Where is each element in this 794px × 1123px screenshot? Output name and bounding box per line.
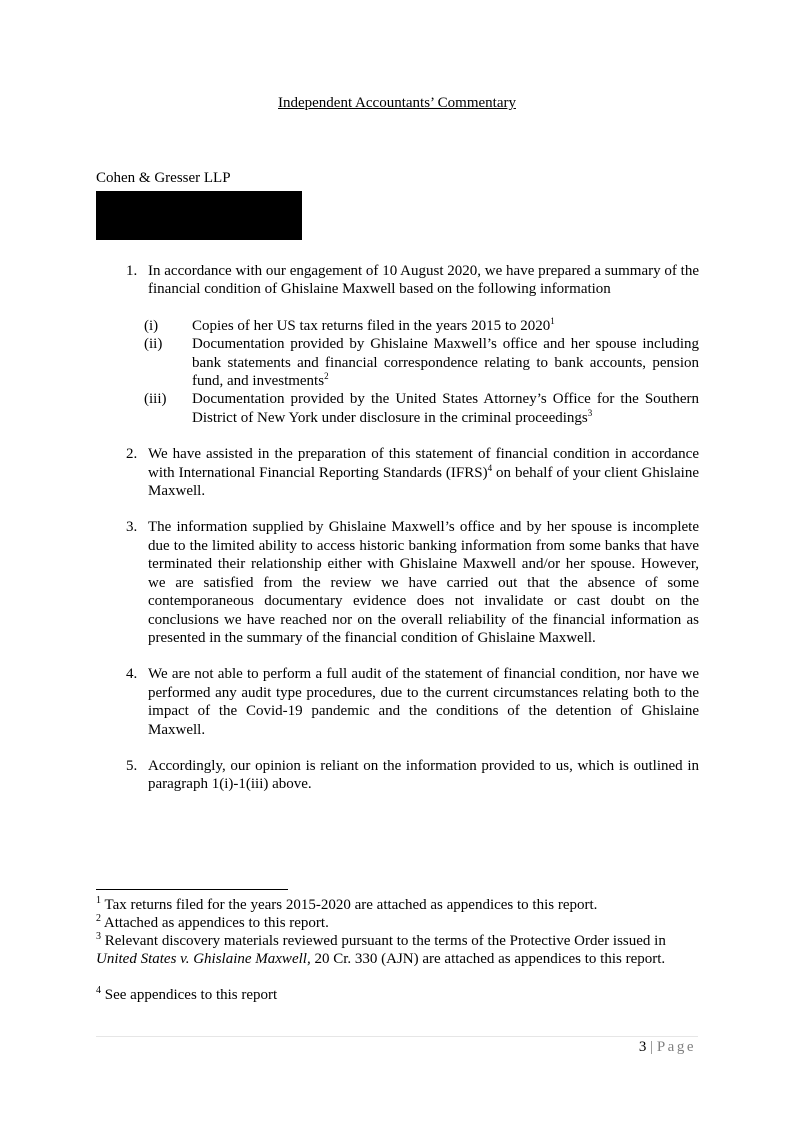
footnote-text: Relevant discovery materials reviewed pursuant to the terms of the Protective Order issued in bbox=[101, 933, 666, 949]
paragraph-4 bbox=[96, 665, 699, 739]
footnote-4 bbox=[96, 986, 696, 1004]
footnote-number: 4 bbox=[96, 985, 101, 996]
paragraph-5 bbox=[96, 757, 699, 794]
footnote-ref: 2 bbox=[324, 371, 329, 382]
footnote-number: 3 bbox=[96, 931, 101, 942]
footnote-text: Attached as appendices to this report. bbox=[101, 915, 329, 931]
footnote-divider bbox=[96, 889, 288, 890]
paragraph-number: 4. bbox=[126, 666, 138, 683]
document-title: Independent Accountants’ Commentary bbox=[278, 95, 516, 111]
list-item bbox=[96, 390, 699, 427]
footnotes bbox=[96, 896, 696, 1004]
footnote-ref: 1 bbox=[550, 315, 555, 326]
paragraph-number: 3. bbox=[126, 519, 138, 536]
addressee: Cohen & Gresser LLP bbox=[96, 170, 231, 186]
footnote-ref: 4 bbox=[487, 462, 493, 473]
footnote-2 bbox=[96, 914, 696, 932]
footnote-number: 2 bbox=[96, 913, 101, 924]
paragraph-number: 5. bbox=[126, 757, 138, 774]
paragraph-number: 1. bbox=[126, 263, 138, 279]
list-item-label: (i) bbox=[144, 317, 159, 334]
paragraph-text: We are not able to perform a full audit of the statement of financial condition, nor have we performed any audit type procedures, due to the current circumstances relating both to the impact of the Covid-19 pandemic and the conditions of the detention of Ghislaine Maxwell. bbox=[148, 666, 699, 738]
list-item bbox=[96, 335, 699, 390]
paragraph-text-part: on behalf of your client Ghislaine Maxwell. bbox=[148, 464, 699, 500]
information-sources-list bbox=[96, 317, 699, 427]
list-item-label: (ii) bbox=[144, 336, 163, 353]
case-name: United States v. Ghislaine Maxwell bbox=[96, 951, 307, 967]
page-number bbox=[639, 1039, 696, 1056]
footer-divider bbox=[96, 1036, 698, 1037]
list-item-text: Copies of her US tax returns filed in the years 2015 to 2020 bbox=[192, 317, 551, 334]
document-body bbox=[96, 262, 699, 812]
paragraph-3 bbox=[96, 518, 699, 647]
list-item-text: Documentation provided by the United States Attorney’s Office for the Southern District of New York under disclosure in the criminal proceedings bbox=[192, 391, 699, 426]
paragraph-text bbox=[148, 445, 699, 500]
redacted-block bbox=[96, 191, 302, 240]
footnote-text: See appendices to this report bbox=[101, 987, 278, 1003]
list-item-label: (iii) bbox=[144, 391, 167, 408]
footnote-text: Tax returns filed for the years 2015-2020 are attached as appendices to this report. bbox=[101, 897, 598, 913]
paragraph-number: 2. bbox=[126, 446, 138, 463]
page-separator: | bbox=[650, 1039, 654, 1055]
page-number-value: 3 bbox=[638, 1039, 647, 1055]
footnote-number: 1 bbox=[96, 895, 101, 906]
list-item-text: Documentation provided by Ghislaine Maxwell’s office and her spouse including bank statements and financial correspondence relating to bank accounts, pension fund, and investments bbox=[192, 336, 699, 390]
footnote-text: , 20 Cr. 330 (AJN) are attached as appendices to this report. bbox=[306, 951, 666, 967]
paragraph-text-part: We have assisted in the preparation of this statement of financial condition in accordance with International Financial Reporting Standards (IFRS) bbox=[148, 446, 699, 481]
footnote-ref: 3 bbox=[587, 407, 593, 418]
paragraph-text: Accordingly, our opinion is reliant on the information provided to us, which is outlined in paragraph 1(i)-1(iii) above. bbox=[148, 757, 699, 793]
paragraph-text: The information supplied by Ghislaine Maxwell’s office and by her spouse is incomplete due to the limited ability to access historic banking information from some banks that have terminated their relationship either with Ghislaine Maxwell and/or her spouse. However, we are satisfied from the review we have carried out that the absence of some contemporaneous documentary evidence does not invalidate or cast doubt on the conclusions we have reached nor on the overall reliability of the financial information as presented in the summary of the financial condition of Ghislaine Maxwell. bbox=[148, 519, 699, 646]
paragraph-1 bbox=[96, 262, 699, 299]
paragraph-2 bbox=[96, 445, 699, 500]
footnote-1 bbox=[96, 896, 696, 914]
footnote-3 bbox=[96, 932, 696, 968]
page-label: Page bbox=[656, 1039, 696, 1055]
list-item bbox=[96, 317, 699, 335]
paragraph-text: In accordance with our engagement of 10 August 2020, we have prepared a summary of the financial condition of Ghislaine Maxwell based on the following information bbox=[148, 263, 699, 298]
